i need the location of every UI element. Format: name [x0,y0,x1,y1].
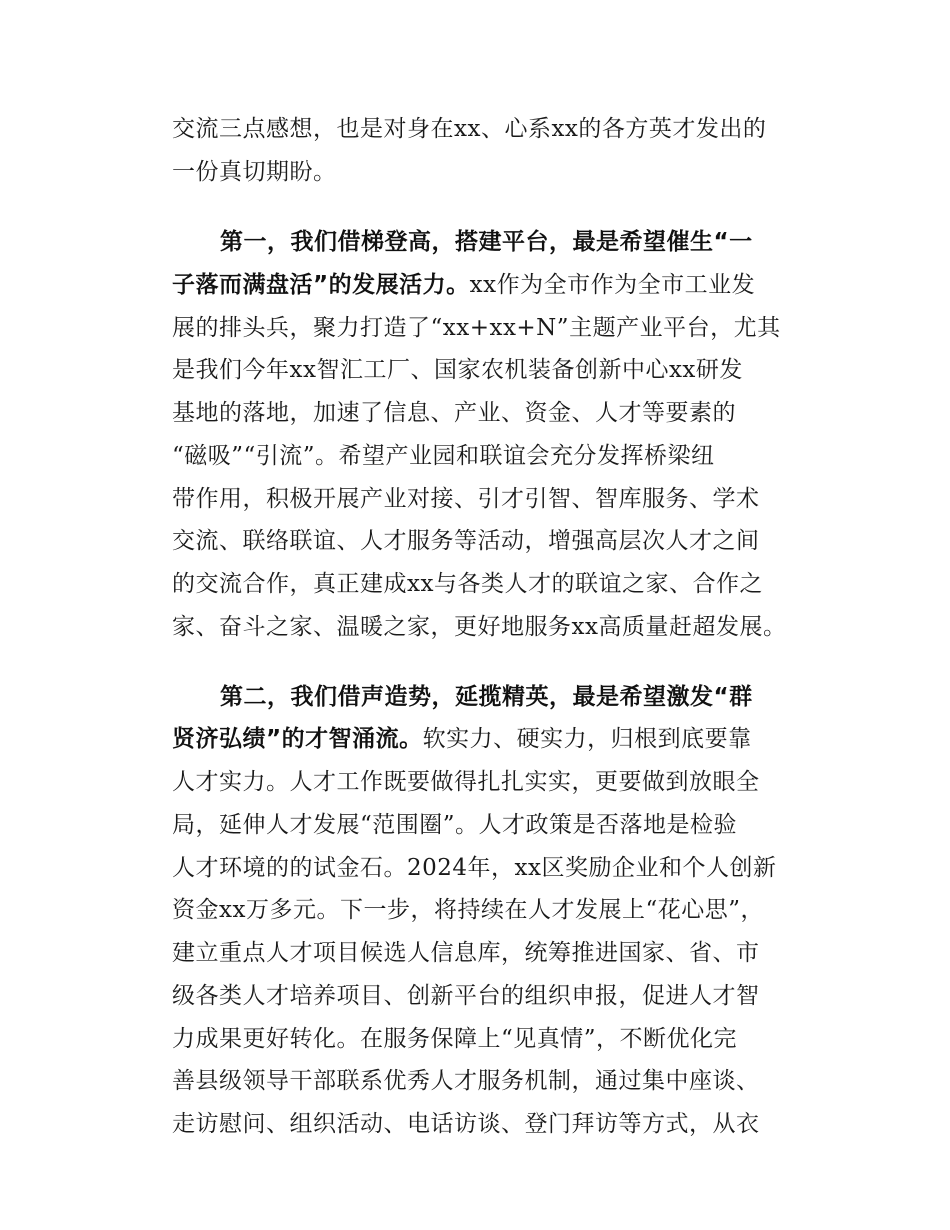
paragraph-line: 建立重点人才项目候选人信息库，统筹推进国家、省、市 [172,940,760,966]
paragraph-line: 交流、联络联谊、人才服务等活动，增强高层次人才之间 [172,528,760,554]
paragraph-line: 人才环境的的试金石。2024年，xx区奖励企业和个人创新 [172,855,777,881]
paragraph-line: 级各类人才培养项目、创新平台的组织申报，促进人才智 [172,983,760,1009]
paragraph-line: 基地的落地，加速了信息、产业、资金、人才等要素的 [172,400,736,426]
paragraph-line: 展的排头兵，聚力打造了“xx+xx+N”主题产业平台，尤其 [172,315,781,341]
paragraph-line: 交流三点感想，也是对身在xx、心系xx的各方英才发出的 [172,116,767,142]
paragraph-line: 力成果更好转化。在服务保障上“见真情”，不断优化完 [172,1026,738,1052]
paragraph-line: 带作用，积极开展产业对接、引才引智、智库服务、学术 [172,486,760,512]
section-heading-line [220,227,753,257]
paragraph-line: 一份真切期盼。 [172,159,337,185]
section-heading-line [220,682,753,712]
paragraph-line: 家、奋斗之家、温暖之家，更好地服务xx高质量赶超发展。 [172,614,787,640]
paragraph-line: 资金xx万多元。下一步，将持续在人才发展上“花心思”， [172,897,764,923]
paragraph-line: 局，延伸人才发展“范围圈”。人才政策是否落地是检验 [172,812,738,838]
paragraph-line: 的交流合作，真正建成xx与各类人才的联谊之家、合作之 [172,571,763,597]
paragraph-line: 子落而满盘活”的发展活力。xx作为全市作为全市工业发 [172,272,756,298]
heading-text: 子落而满盘活”的发展活力。 [172,272,470,298]
paragraph-line: 是我们今年xx智汇工厂、国家农机装备创新中心xx研发 [172,357,743,383]
heading-text: 贤济弘绩”的才智涌流。 [172,726,423,752]
paragraph-line: 人才实力。人才工作既要做得扎扎实实，更要做到放眼全 [172,769,760,795]
paragraph-line: “磁吸”“引流”。希望产业园和联谊会充分发挥桥梁纽 [172,443,715,469]
paragraph-line: 走访慰问、组织活动、电话访谈、登门拜访等方式，从衣 [172,1111,760,1137]
paragraph-line: 贤济弘绩”的才智涌流。软实力、硬实力，归根到底要靠 [172,726,752,752]
heading-text: 第一，我们借梯登高，搭建平台，最是希望催生“一 [220,229,753,255]
heading-text: 第二，我们借声造势，延揽精英，最是希望激发“群 [220,684,753,710]
paragraph-line: 善县级领导干部联系优秀人才服务机制，通过集中座谈、 [172,1068,760,1094]
